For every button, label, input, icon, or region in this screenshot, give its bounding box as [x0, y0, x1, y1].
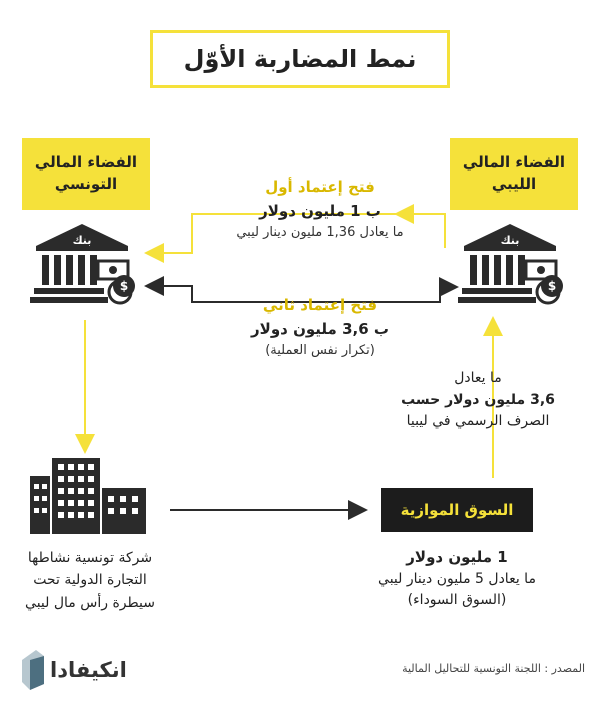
- parallel-market-box: السوق الموازية: [381, 488, 533, 532]
- second-credit-block: [225, 296, 415, 358]
- company-line1: شركة تونسية نشاطها: [27, 550, 153, 566]
- libyan-space-line2: الليبي: [491, 175, 537, 193]
- libyan-bank-label: بنك: [500, 234, 520, 247]
- logo-mark-icon: [22, 650, 44, 690]
- tunisian-space-line2: التونسي: [54, 175, 118, 193]
- logo-text: انكيفادا: [50, 658, 127, 682]
- tunisian-bank-label: بنك: [72, 234, 92, 247]
- second-credit-heading: فتح إعتماد ثاني: [262, 296, 378, 314]
- market-amount-line3: (السوق السوداء): [407, 591, 507, 608]
- tunisian-space-line1: الفضاء المالي: [34, 153, 138, 172]
- libyan-space-line1: الفضاء المالي: [462, 153, 566, 172]
- svg-text:$: $: [547, 279, 557, 293]
- svg-text:$: $: [119, 279, 129, 293]
- official-rate-line3: الصرف الرسمي في ليبيا: [406, 413, 550, 430]
- official-rate-block: [378, 368, 578, 433]
- second-credit-note: (تكرار نفس العملية): [265, 343, 375, 358]
- market-amount-block: [362, 546, 552, 611]
- market-amount-line1: 1 مليون دولار: [406, 548, 508, 566]
- diagram-title: نمط المضاربة الأوّل: [150, 30, 450, 88]
- official-rate-line2: 3,6 مليون دولار حسب: [401, 391, 555, 408]
- company-building-icon: [30, 458, 150, 538]
- source-note: المصدر : اللجنة التونسية للتحاليل المالية: [402, 662, 585, 675]
- first-credit-equivalent: ما يعادل 1,36 مليون دينار ليبي: [236, 225, 404, 240]
- first-credit-amount: ب 1 مليون دولار: [259, 202, 381, 220]
- company-line3: سيطرة رأس مال ليبي: [25, 594, 155, 611]
- company-description: [10, 547, 170, 614]
- official-rate-line1: ما يعادل: [454, 370, 502, 386]
- second-credit-amount: ب 3,6 مليون دولار: [251, 320, 389, 338]
- first-credit-block: [215, 178, 425, 240]
- inkyfada-logo: [22, 650, 127, 690]
- first-credit-heading: فتح إعتماد أول: [265, 178, 375, 196]
- company-line2: التجارة الدولية تحت: [33, 572, 147, 589]
- market-amount-line2: ما يعادل 5 مليون دينار ليبي: [378, 570, 536, 587]
